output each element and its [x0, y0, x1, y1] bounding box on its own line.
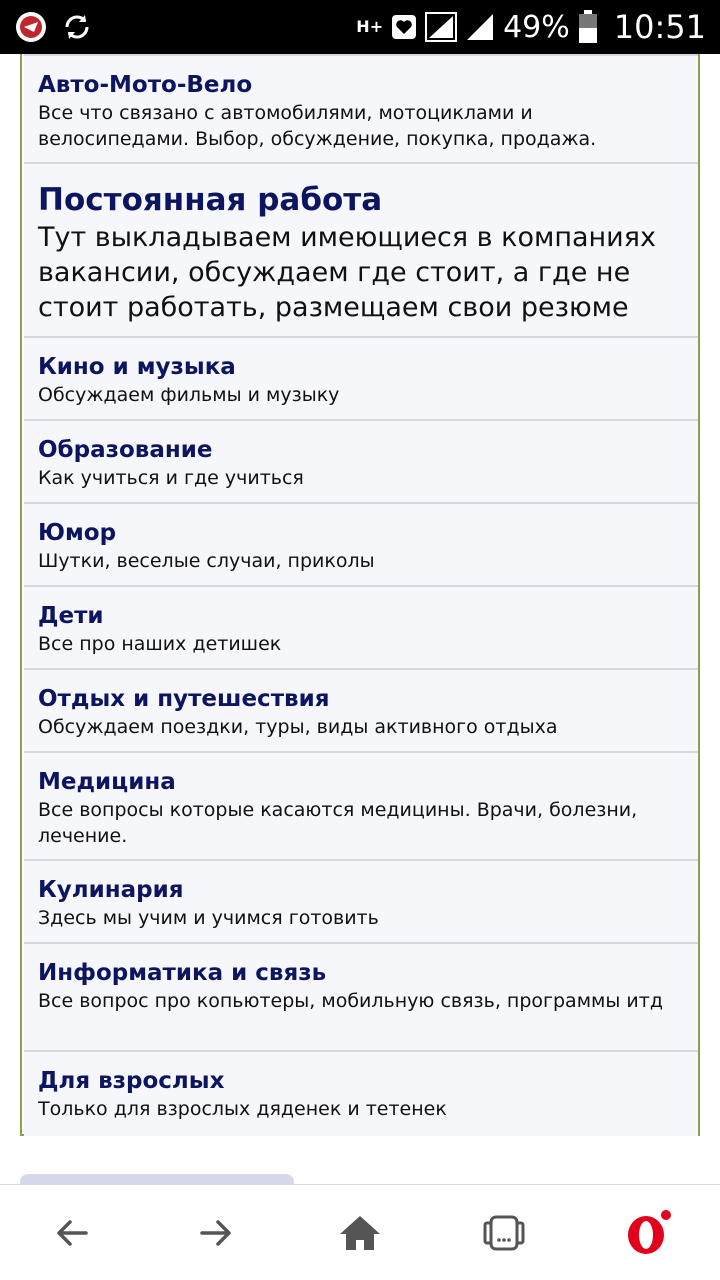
- forum-row-deti[interactable]: [24, 587, 698, 670]
- home-button[interactable]: [336, 1209, 384, 1257]
- forum-row-kulinariya[interactable]: [24, 861, 698, 944]
- next-section-tab[interactable]: [20, 1174, 294, 1184]
- forum-title[interactable]: Авто-Мото-Вело: [38, 72, 253, 98]
- battery-icon: [578, 10, 598, 44]
- forum-description: Шутки, веселые случаи, приколы: [38, 550, 375, 572]
- heart-notification-icon: [391, 14, 417, 40]
- forum-title[interactable]: Кулинария: [38, 877, 184, 903]
- forum-row-yumor[interactable]: [24, 504, 698, 587]
- forum-description: Обсуждаем фильмы и музыку: [38, 384, 340, 406]
- network-type-label: H+: [356, 17, 384, 36]
- forum-list-frame: [20, 54, 700, 1136]
- forum-row-postoyannaya-rabota[interactable]: [24, 164, 698, 338]
- forum-title[interactable]: Медицина: [38, 769, 176, 795]
- forum-description: Все вопросы которые касаются медицины. Врачи, болезни, лечение.: [38, 799, 638, 847]
- forum-title[interactable]: Образование: [38, 437, 213, 463]
- clock: 10:51: [613, 8, 706, 46]
- forum-description: Как учиться и где учиться: [38, 467, 304, 489]
- forum-description: Все про наших детишек: [38, 633, 282, 655]
- forum-row-kino-i-muzyka[interactable]: [24, 338, 698, 421]
- forum-row-avto-moto-velo[interactable]: [24, 54, 698, 164]
- forum-title[interactable]: Для взрослых: [38, 1068, 225, 1094]
- opera-menu-icon: [624, 1209, 672, 1257]
- app-notification-icon: [14, 10, 48, 44]
- forum-row-obrazovanie[interactable]: [24, 421, 698, 504]
- forum-description: Все вопрос про копьютеры, мобильную связь, программы итд: [38, 990, 663, 1012]
- opera-menu-button[interactable]: [624, 1209, 672, 1257]
- signal-1-icon: [425, 12, 457, 42]
- forum-title[interactable]: Постоянная работа: [38, 182, 383, 218]
- sync-icon: [60, 10, 94, 44]
- battery-percent: 49%: [503, 9, 570, 45]
- forum-row-otdykh-i-puteshestviya[interactable]: [24, 670, 698, 753]
- back-arrow-icon: [52, 1213, 92, 1253]
- tabs-icon: [482, 1211, 526, 1255]
- forum-list: [24, 54, 698, 1136]
- signal-2-icon: [465, 12, 495, 42]
- forum-row-dlya-vzroslykh[interactable]: [24, 1052, 698, 1136]
- forward-arrow-icon: [196, 1213, 236, 1253]
- back-button[interactable]: [48, 1209, 96, 1257]
- status-icons: [348, 0, 706, 54]
- forum-title[interactable]: Юмор: [38, 520, 117, 546]
- tabs-button[interactable]: [480, 1209, 528, 1257]
- home-icon: [338, 1213, 382, 1253]
- forum-title[interactable]: Дети: [38, 603, 104, 629]
- page-content: [0, 54, 720, 1184]
- forum-row-informatika-i-svyaz[interactable]: [24, 944, 698, 1052]
- browser-bottom-bar: [0, 1184, 720, 1280]
- forum-description: Только для взрослых дяденек и тетенек: [38, 1098, 447, 1120]
- forum-description: Здесь мы учим и учимся готовить: [38, 907, 379, 929]
- forum-title[interactable]: Информатика и связь: [38, 960, 327, 986]
- forward-button[interactable]: [192, 1209, 240, 1257]
- status-bar: [0, 0, 720, 54]
- forum-description: Тут выкладываем имеющиеся в компаниях вакансии, обсуждаем где стоит, а где не стоит работать, размещаем свои резюме: [38, 222, 656, 323]
- forum-description: Обсуждаем поездки, туры, виды активного отдыха: [38, 716, 558, 738]
- forum-row-meditsina[interactable]: [24, 753, 698, 861]
- forum-title[interactable]: Кино и музыка: [38, 354, 236, 380]
- forum-title[interactable]: Отдых и путешествия: [38, 686, 330, 712]
- forum-description: Все что связано с автомобилями, мотоциклами и велосипедами. Выбор, обсуждение, покупка, продажа.: [38, 102, 597, 150]
